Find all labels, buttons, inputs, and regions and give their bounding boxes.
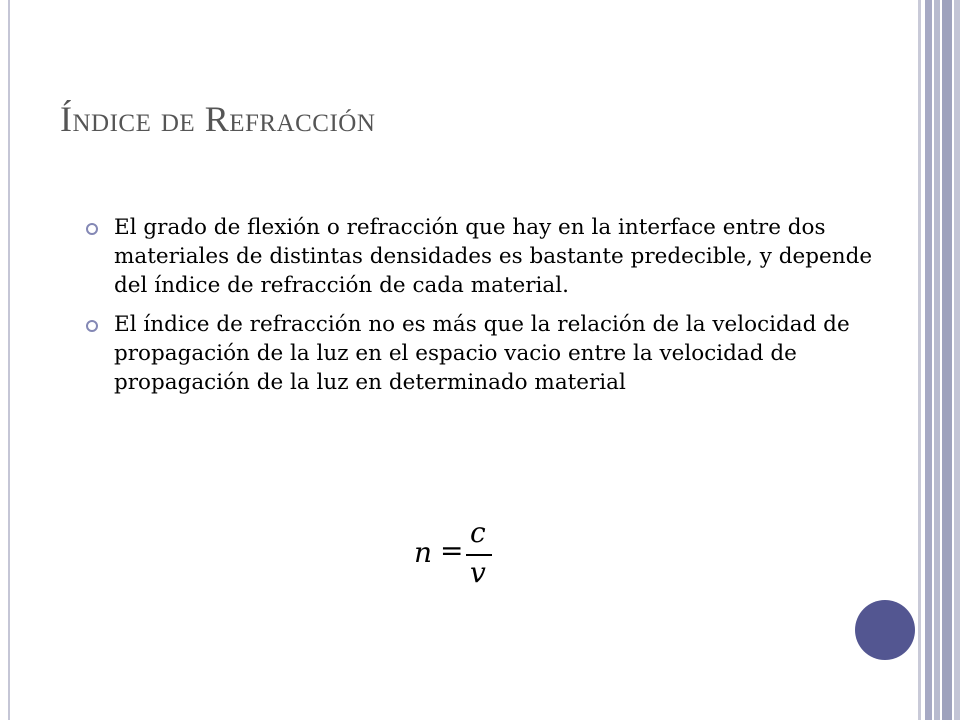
slide-title: Índice de Refracción [60, 99, 376, 139]
formula-equals: = [440, 534, 464, 567]
refraction-formula [410, 516, 500, 588]
bullet-list [82, 213, 882, 407]
decorative-stripe [925, 0, 932, 720]
decorative-circle [855, 600, 915, 660]
bullet-ring-icon [86, 320, 98, 332]
decorative-stripe [918, 0, 921, 720]
decorative-stripe [934, 0, 940, 720]
decorative-stripe [954, 0, 960, 720]
bullet-ring-icon [86, 223, 98, 235]
bullet-item [82, 213, 882, 300]
formula-numerator: c [470, 516, 486, 549]
formula-lhs: n [414, 536, 433, 569]
decorative-stripe [942, 0, 952, 720]
bullet-text: El índice de refracción no es más que la relación de la velocidad de propagación de la luz en el espacio vacio entre la velocidad de propagación de la luz en determinado material [114, 312, 850, 395]
formula-denominator: v [470, 556, 486, 589]
bullet-item [82, 310, 882, 397]
bullet-text: El grado de flexión o refracción que hay en la interface entre dos materiales de distintas densidades es bastante predecible, y depende del índice de refracción de cada material. [114, 215, 873, 298]
